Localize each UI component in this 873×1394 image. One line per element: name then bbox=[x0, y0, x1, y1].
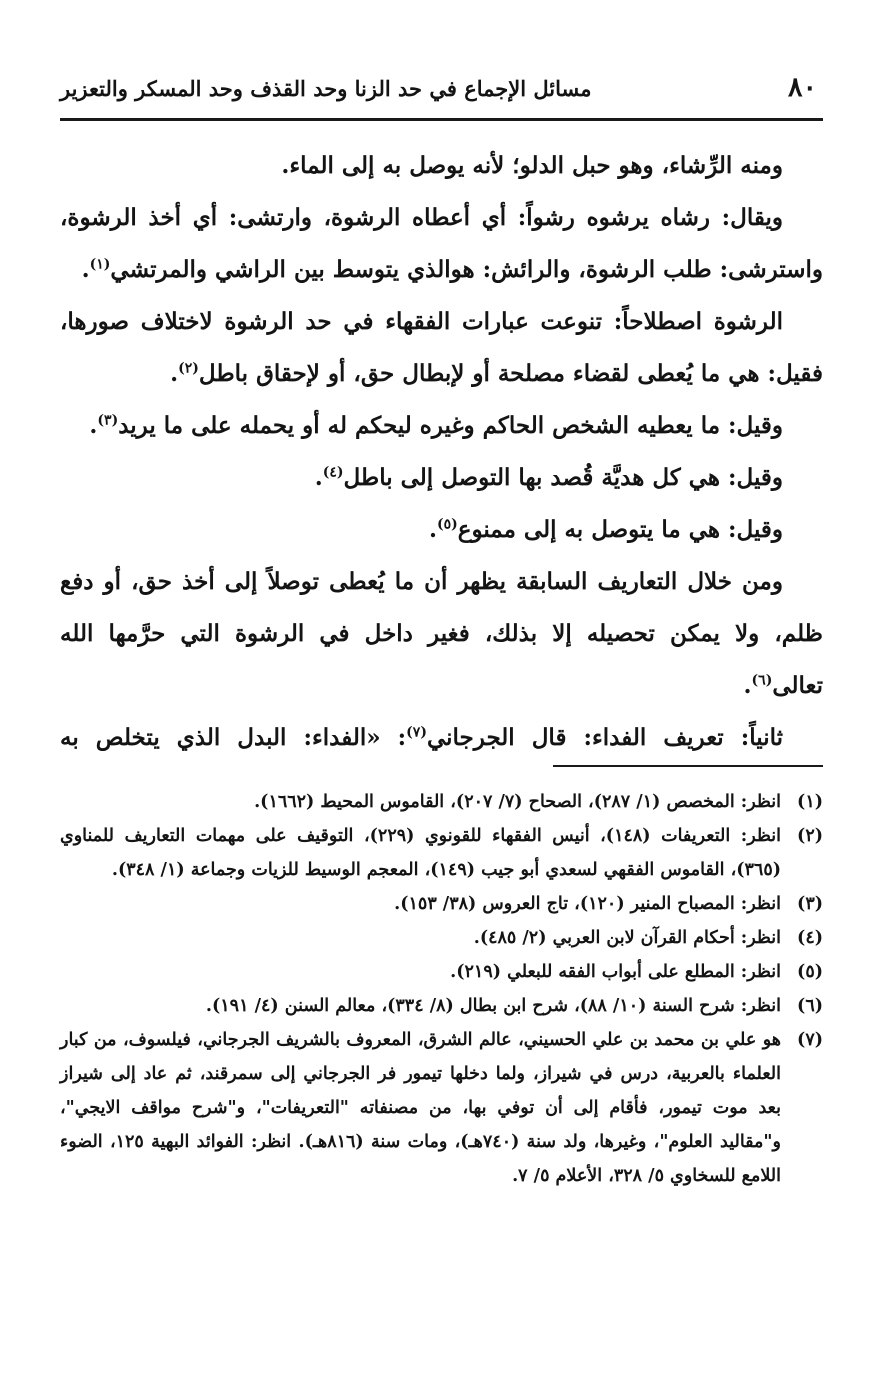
term-bribery-technical: الرشوة اصطلاحاً bbox=[622, 308, 783, 335]
term-ransom-definition: ثانياً: تعريف الفداء bbox=[591, 724, 783, 751]
footnote-text: هو علي بن محمد بن علي الحسيني، عالم الشرق، المعروف بالشريف الجرجاني، فيلسوف، من كبار العلماء بالعربية، درس في شيراز، ولما دخلها تيمور فر الجرجاني إلى سمرقند، ثم عاد إلى شيراز بعد موت تيمور، فأقام إلى أن توفي بها، من مصنفاته "التعريفات"، و"شرح مواقف الايجي"، و"مقاليد العلوم"، وغيرها، ولد سنة (٧٤٠هـ)، ومات سنة (٨١٦هـ). انظر: الفوائد البهية ١٢٥، الضوء اللامع للسخاوي ٥/ ٣٢٨، الأعلام ٥/ ٧. bbox=[60, 1030, 781, 1186]
footnote-number: (١) bbox=[797, 792, 823, 812]
paragraph-7-text: ومن خلال التعاريف السابقة يظهر أن ما يُعطى توصلاً إلى أخذ حق، أو دفع ظلم، ولا يمكن تحصيله إلا بذلك، فغير داخل في الرشوة التي حرَّمها الله تعالى bbox=[60, 568, 823, 699]
paragraph-8 bbox=[60, 712, 823, 764]
main-text bbox=[60, 140, 823, 764]
footnote-2 bbox=[60, 819, 823, 887]
paragraph-2 bbox=[60, 192, 823, 296]
footnote-text: انظر: المصباح المنير (١٢٠)، تاج العروس (٣٨/ ١٥٣). bbox=[394, 894, 781, 914]
paragraph-6 bbox=[60, 504, 823, 556]
paragraph-4-end: . bbox=[89, 412, 98, 439]
paragraph-1 bbox=[60, 140, 823, 192]
paragraph-7 bbox=[60, 556, 823, 712]
footnote-separator bbox=[553, 765, 823, 767]
footnote-number: (٣) bbox=[797, 894, 823, 914]
book-page bbox=[60, 0, 823, 1394]
footnote-number: (٦) bbox=[797, 996, 823, 1016]
paragraph-4-text: وقيل: ما يعطيه الشخص الحاكم وغيره ليحكم له أو يحمله على ما يريد bbox=[118, 412, 783, 439]
footnote-ref-7: (٧) bbox=[406, 724, 427, 741]
paragraph-3-text: : تنوعت عبارات الفقهاء في حد الرشوة لاختلاف صورها، فقيل: هي ما يُعطى لقضاء مصلحة أو لإبطال حق، أو لإحقاق باطل bbox=[60, 308, 823, 387]
footnote-number: (٢) bbox=[797, 826, 823, 846]
paragraph-8-text: : قال الجرجاني bbox=[426, 724, 592, 751]
footnote-1 bbox=[60, 785, 823, 819]
footnote-ref-5: (٥) bbox=[436, 516, 458, 533]
footnote-ref-2: (٢) bbox=[178, 360, 199, 377]
header-rule bbox=[60, 118, 823, 121]
footnote-text: انظر: شرح السنة (١٠/ ٨٨)، شرح ابن بطال (٨/ ٣٣٤)، معالم السنن (٤/ ١٩١). bbox=[205, 996, 781, 1016]
paragraph-3 bbox=[60, 296, 823, 400]
paragraph-8-rest: : «الفداء: البدل الذي يتخلص به bbox=[60, 724, 407, 751]
footnote-number: (٤) bbox=[797, 928, 823, 948]
paragraph-6-text: وقيل: هي ما يتوصل به إلى ممنوع bbox=[457, 516, 783, 543]
footnote-4 bbox=[60, 921, 823, 955]
paragraph-5 bbox=[60, 452, 823, 504]
page-header bbox=[60, 72, 823, 112]
paragraph-6-end: . bbox=[428, 516, 437, 543]
footnote-number: (٥) bbox=[797, 962, 823, 982]
footnote-text: انظر: المخصص (١/ ٢٨٧)، الصحاح (٧/ ٢٠٧)، القاموس المحيط (١٦٦٢). bbox=[254, 792, 781, 812]
running-title: مسائل الإجماع في حد الزنا وحد القذف وحد المسكر والتعزير bbox=[60, 76, 592, 101]
footnote-text: انظر: التعريفات (١٤٨)، أنيس الفقهاء للقونوي (٢٢٩)، التوقيف على مهمات التعاريف للمناوي (٣٦٥)، القاموس الفقهي لسعدي أبو جيب (١٤٩)، المعجم الوسيط للزيات وجماعة (١/ ٣٤٨). bbox=[60, 826, 781, 880]
page-number: ٨٠ bbox=[787, 72, 817, 103]
footnotes bbox=[60, 785, 823, 1193]
paragraph-2-end: . bbox=[81, 256, 90, 283]
footnote-number: (٧) bbox=[797, 1030, 823, 1050]
paragraph-2-text: ويقال: رشاه يرشوه رشواً: أي أعطاه الرشوة، وارتشى: أي أخذ الرشوة، واسترشى: طلب الرشوة، والرائش: هوالذي يتوسط بين الراشي والمرتشي bbox=[60, 204, 823, 283]
footnote-ref-6: (٦) bbox=[751, 672, 773, 689]
footnote-text: انظر: أحكام القرآن لابن العربي (٢/ ٤٨٥). bbox=[473, 928, 781, 948]
footnote-text: انظر: المطلع على أبواب الفقه للبعلي (٢١٩). bbox=[450, 962, 781, 982]
footnote-7 bbox=[60, 1023, 823, 1193]
paragraph-3-end: . bbox=[170, 360, 179, 387]
footnote-3 bbox=[60, 887, 823, 921]
paragraph-5-text: وقيل: هي كل هديَّة قُصد بها التوصل إلى باطل bbox=[343, 464, 783, 491]
paragraph-7-end: . bbox=[743, 672, 752, 699]
paragraph-1-text: ومنه الرِّشاء، وهو حبل الدلو؛ لأنه يوصل به إلى الماء. bbox=[281, 152, 783, 179]
paragraph-4 bbox=[60, 400, 823, 452]
footnote-ref-1: (١) bbox=[89, 256, 111, 273]
footnote-ref-4: (٤) bbox=[322, 464, 344, 481]
footnote-ref-3: (٣) bbox=[97, 412, 119, 429]
footnote-5 bbox=[60, 955, 823, 989]
paragraph-5-end: . bbox=[314, 464, 323, 491]
footnote-6 bbox=[60, 989, 823, 1023]
